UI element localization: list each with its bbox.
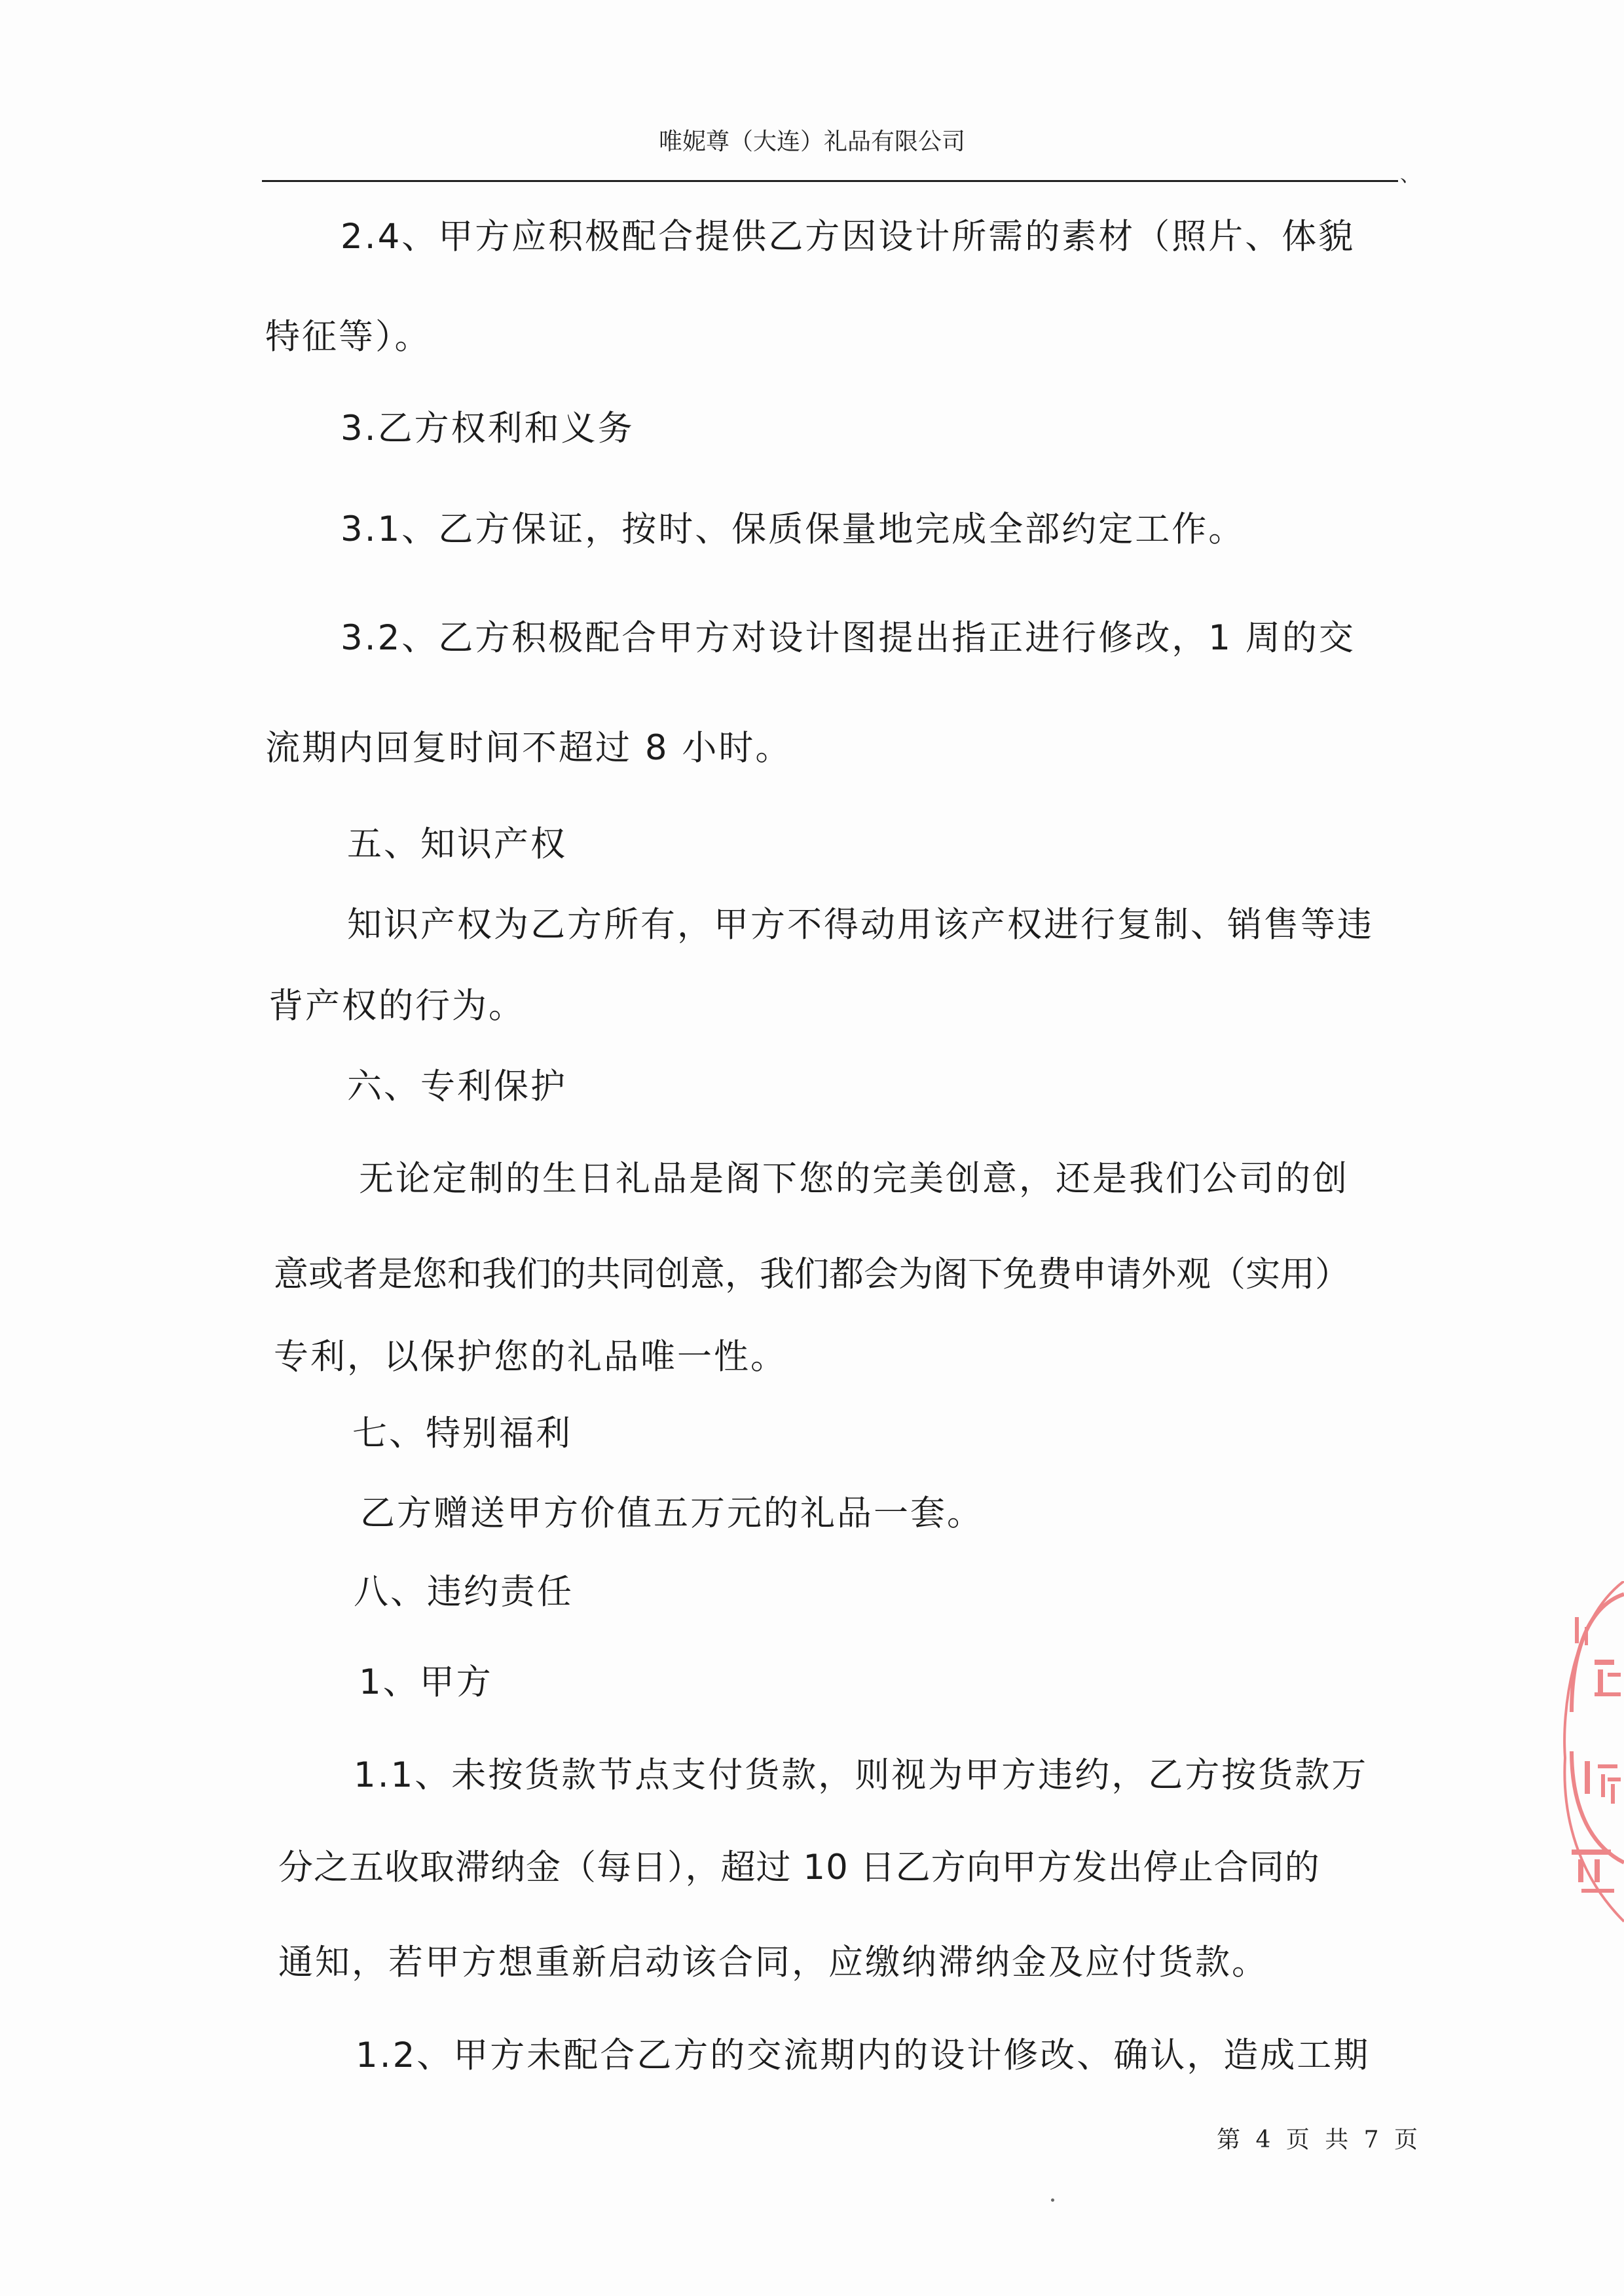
section-5-heading: 五、知识产权 bbox=[347, 824, 567, 864]
section-5-body-line-1: 知识产权为乙方所有，甲方不得动用该产权进行复制、销售等违 bbox=[347, 905, 1374, 945]
section-6-body-line-1: 无论定制的生日礼品是阁下您的完美创意，还是我们公司的创 bbox=[359, 1159, 1349, 1199]
page-number-footer: 第 4 页 共 7 页 bbox=[1217, 2126, 1422, 2153]
clause-2-4-line-1: 2.4、甲方应积极配合提供乙方因设计所需的素材（照片、体貌 bbox=[341, 217, 1356, 257]
header-divider bbox=[262, 180, 1398, 182]
section-7-body: 乙方赠送甲方价值五万元的礼品一套。 bbox=[360, 1493, 984, 1533]
clause-2-4-line-2: 特征等）。 bbox=[265, 317, 432, 357]
section-6-heading: 六、专利保护 bbox=[347, 1066, 567, 1106]
clause-1-1-line-3: 通知，若甲方想重新启动该合同，应缴纳滞纳金及应付货款。 bbox=[278, 1942, 1268, 1982]
header-mark: 、 bbox=[1400, 164, 1420, 187]
clause-3-2-line-1: 3.2、乙方积极配合甲方对设计图提出指正进行修改，1 周的交 bbox=[341, 618, 1356, 658]
section-8-heading: 八、违约责任 bbox=[354, 1572, 574, 1612]
header-company-name: 唯妮尊（大连）礼品有限公司 bbox=[658, 128, 965, 155]
clause-3-2-line-2: 流期内回复时间不超过 8 小时。 bbox=[265, 728, 792, 768]
clause-1-1-line-1: 1.1、未按货款节点支付货款，则视为甲方违约，乙方按货款万 bbox=[354, 1755, 1369, 1795]
clause-3-1: 3.1、乙方保证，按时、保质保量地完成全部约定工作。 bbox=[341, 509, 1246, 549]
section-6-body-line-3: 专利，以保护您的礼品唯一性。 bbox=[274, 1337, 787, 1377]
scan-speck bbox=[1051, 2198, 1054, 2202]
company-seal-stamp bbox=[1559, 1581, 1624, 1935]
section-8-party-a-heading: 1、甲方 bbox=[359, 1662, 493, 1702]
section-5-body-line-2: 背产权的行为。 bbox=[268, 986, 525, 1026]
section-6-body-line-2: 意或者是您和我们的共同创意，我们都会为阁下免费申请外观（实用） bbox=[274, 1254, 1350, 1294]
clause-1-2-line-1: 1.2、甲方未配合乙方的交流期内的设计修改、确认，造成工期 bbox=[356, 2035, 1371, 2075]
clause-1-1-line-2: 分之五收取滞纳金（每日），超过 10 日乙方向甲方发出停止合同的 bbox=[278, 1848, 1320, 1887]
section-7-heading: 七、特别福利 bbox=[352, 1413, 572, 1453]
section-3-heading: 3.乙方权利和义务 bbox=[341, 409, 635, 448]
